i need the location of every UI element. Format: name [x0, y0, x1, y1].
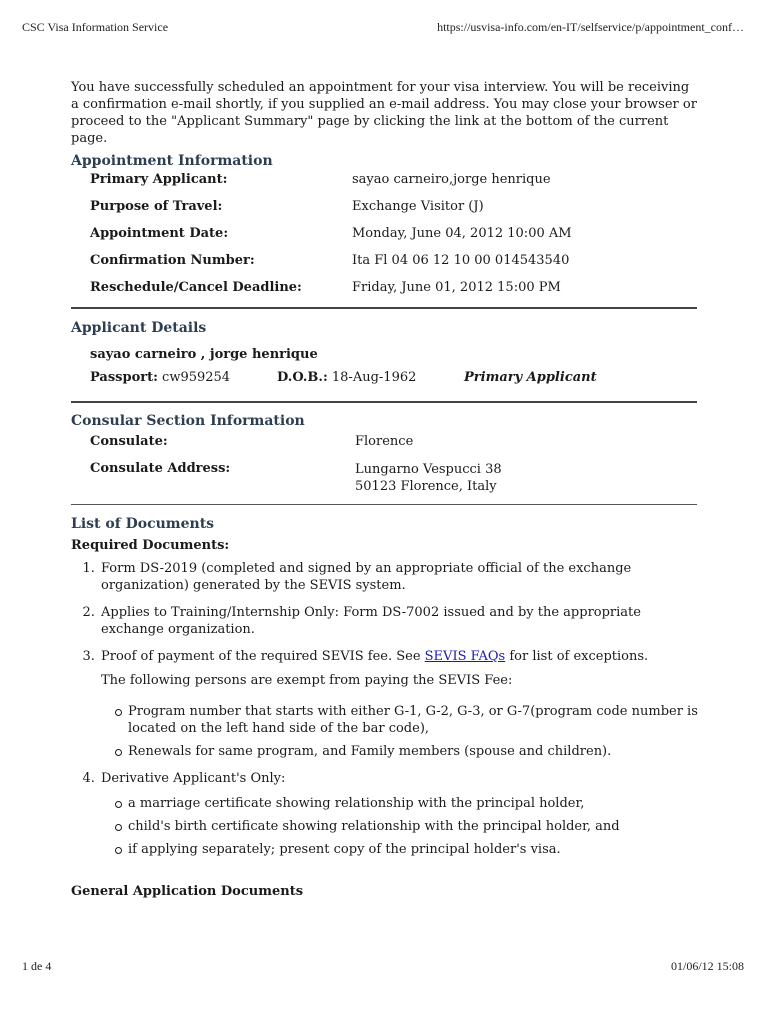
consular-section-title: Consular Section Information	[71, 413, 305, 429]
dob-value: 18-Aug-1962	[331, 370, 417, 385]
list-item	[101, 818, 701, 835]
exemption-note: The following persons are exempt from paying the SEVIS Fee:	[101, 673, 513, 688]
info-label: Confirmation Number:	[90, 253, 255, 268]
applicant-section-title: Applicant Details	[71, 320, 207, 336]
bullet-text: if applying separately; present copy of the principal holder's visa.	[128, 842, 561, 857]
dob-label: D.O.B.:	[277, 370, 328, 385]
print-datetime: 01/06/12 15:08	[670, 959, 744, 973]
applicant-role: Primary Applicant	[464, 370, 597, 385]
info-label: Purpose of Travel:	[90, 199, 223, 214]
address-line: Lungarno Vespucci 38	[355, 462, 502, 477]
applicant-details-row	[90, 370, 701, 390]
consulate-address	[352, 461, 701, 495]
document-text: Proof of payment of the required SEVIS fee. See	[101, 649, 425, 664]
list-item	[101, 795, 701, 812]
page-content	[71, 79, 701, 899]
document-text: Form DS-2019 (completed and signed by an appropriate official of the exchange organization) generated by the SEVIS system.	[101, 561, 632, 593]
document-text: Derivative Applicant's Only:	[101, 771, 286, 786]
documents-section-title: List of Documents	[71, 516, 215, 532]
info-value: Exchange Visitor (J)	[352, 199, 484, 214]
info-row-confirmation-number	[90, 253, 701, 280]
bullet-icon	[115, 824, 122, 831]
info-label: Appointment Date:	[90, 226, 229, 241]
passport-field	[90, 370, 230, 385]
info-row-consulate-address	[90, 461, 701, 495]
bullet-icon	[115, 801, 122, 808]
list-item	[99, 648, 701, 760]
info-row-primary-applicant	[90, 172, 701, 199]
info-value: sayao carneiro,jorge henrique	[352, 172, 551, 187]
list-item	[101, 703, 701, 737]
info-label: Consulate:	[90, 434, 168, 449]
consular-info-table	[90, 434, 701, 495]
bullet-text: Renewals for same program, and Family members (spouse and children).	[128, 744, 612, 759]
passport-label: Passport:	[90, 370, 158, 385]
bullet-text: a marriage certificate showing relationship with the principal holder,	[128, 796, 585, 811]
page-number: 1 de 4	[22, 959, 52, 973]
derivative-documents-list	[101, 795, 701, 858]
exemption-list	[101, 703, 701, 760]
info-row-purpose	[90, 199, 701, 226]
section-divider	[71, 307, 697, 309]
info-label: Reschedule/Cancel Deadline:	[90, 280, 302, 295]
required-documents-heading: Required Documents:	[71, 538, 230, 553]
dob-field	[277, 370, 416, 385]
bullet-icon	[115, 709, 122, 716]
info-label: Consulate Address:	[90, 461, 231, 476]
section-divider	[71, 401, 697, 403]
appointment-info-table	[90, 172, 701, 307]
list-item	[99, 604, 701, 638]
list-item	[99, 770, 701, 858]
info-value: Ita Fl 04 06 12 10 00 014543540	[352, 253, 570, 268]
info-row-consulate	[90, 434, 701, 461]
section-divider	[71, 504, 697, 505]
document-text: Applies to Training/Internship Only: Form DS-7002 issued and by the appropriate exchange organization.	[101, 605, 641, 637]
applicant-name: sayao carneiro , jorge henrique	[90, 347, 318, 362]
document-text: for list of exceptions.	[505, 649, 649, 664]
appointment-section-title: Appointment Information	[71, 153, 273, 169]
info-value: Florence	[355, 434, 414, 449]
passport-value: cw959254	[162, 370, 231, 385]
print-header-url: https://usvisa-info.com/en-IT/selfservice/p/appointment_conf…	[437, 20, 744, 34]
info-value: Friday, June 01, 2012 15:00 PM	[352, 280, 561, 295]
sevis-faqs-link[interactable]: SEVIS FAQs	[424, 649, 506, 664]
general-documents-heading: General Application Documents	[71, 884, 304, 899]
required-documents-list	[71, 560, 701, 858]
bullet-text: child's birth certificate showing relationship with the principal holder, and	[128, 819, 620, 834]
info-row-deadline	[90, 280, 701, 307]
confirmation-message: You have successfully scheduled an appointment for your visa interview. You will be receiving a confirmation e-mail shortly, if you supplied an e-mail address. You may close your browser or proceed to the "Applicant Summary" page by clicking the link at the bottom of the current page.	[71, 80, 697, 146]
list-item	[101, 841, 701, 858]
bullet-icon	[115, 749, 122, 756]
print-header-title: CSC Visa Information Service	[22, 20, 169, 34]
list-item	[99, 560, 701, 594]
bullet-text: Program number that starts with either G-1, G-2, G-3, or G-7(program code number is located on the left hand side of the bar code),	[128, 704, 698, 736]
info-label: Primary Applicant:	[90, 172, 228, 187]
list-item	[101, 743, 701, 760]
info-row-appointment-date	[90, 226, 701, 253]
bullet-icon	[115, 847, 122, 854]
info-value: Monday, June 04, 2012 10:00 AM	[352, 226, 572, 241]
address-line: 50123 Florence, Italy	[355, 479, 497, 494]
